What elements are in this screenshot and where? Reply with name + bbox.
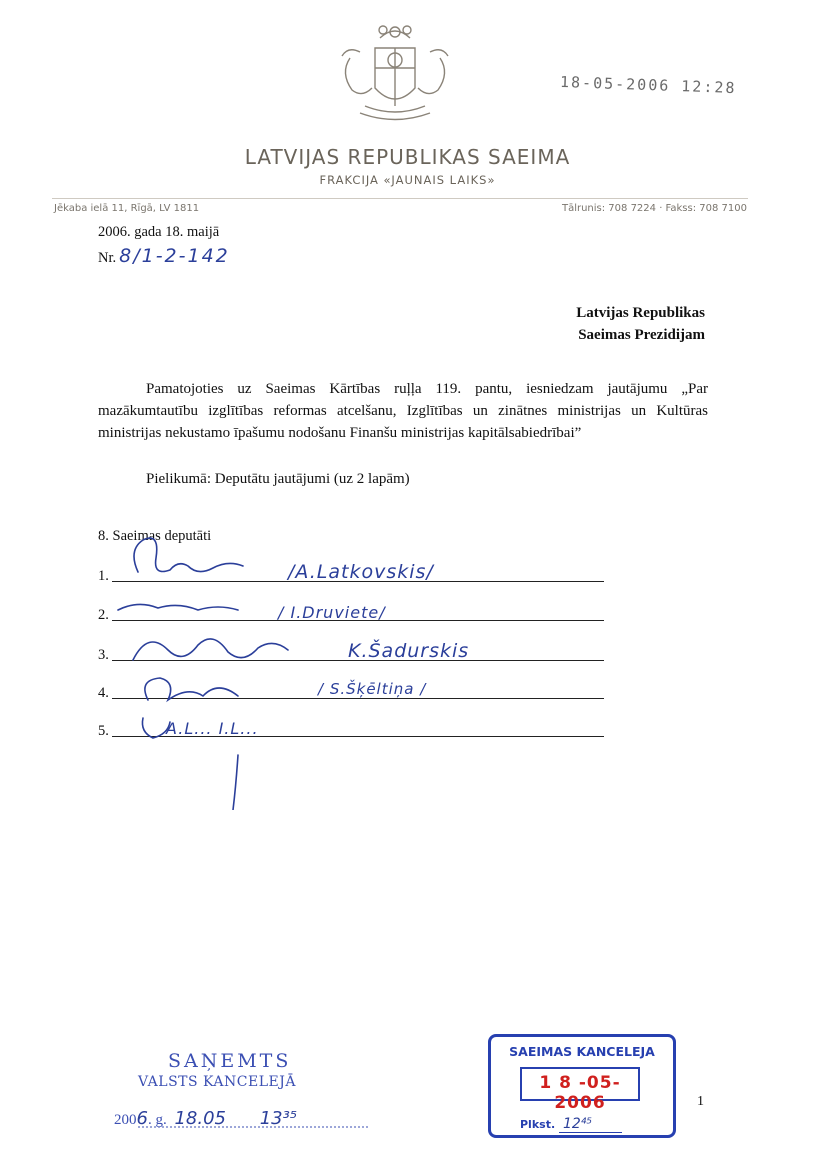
- address: Jēkaba ielā 11, Rīgā, LV 1811: [54, 203, 200, 214]
- received-time-stamp: 18-05-2006 12:28: [559, 72, 737, 98]
- handwritten-signatures: [98, 510, 618, 810]
- signature-name: A.L... I.L...: [166, 719, 259, 738]
- kanceleja-stamp-date: 1 8 -05- 2006: [539, 1073, 621, 1113]
- institution-title: LATVIJAS REPUBLIKAS SAEIMA: [244, 145, 571, 169]
- deputies-heading: 8. Saeimas deputāti: [98, 528, 212, 544]
- received-stamp-title: SAŅEMTS: [168, 1050, 292, 1072]
- nr-label: Nr.: [98, 250, 117, 266]
- nr-handwritten-value: 8/1-2-142: [119, 245, 230, 267]
- year-digit: 6: [136, 1108, 148, 1129]
- letterhead-divider: [52, 198, 748, 199]
- coat-of-arms: [320, 18, 470, 128]
- attachment-note: Pielikumā: Deputātu jautājumi (uz 2 lapām): [146, 471, 410, 487]
- document-number: [98, 245, 230, 267]
- addressee-line-1: Latvijas Republikas: [576, 305, 705, 321]
- signature-number: 3.: [98, 647, 109, 663]
- signature-name: / S.Šķēltiņa /: [318, 680, 427, 698]
- letter-body: Pamatojoties uz Saeimas Kārtības ruļļa 119. pantu, iesniedzam jautājumu „Par mazākumtautību izglītības reformas atcelšanu, Izglītības un zinātnes ministrijas un Kultūras ministrijas nekustamo īpašumu nodošanu Finanšu ministrijas kapitālsabiedrībai”: [98, 381, 708, 441]
- time-handwritten: 12⁴⁵: [559, 1116, 622, 1133]
- page-number: 1: [697, 1094, 704, 1109]
- contacts: Tālrunis: 708 7224 · Fakss: 708 7100: [561, 203, 747, 214]
- time-label: Plkst.: [520, 1118, 556, 1131]
- addressee: [576, 302, 705, 346]
- signature-name: / I.Druviete/: [278, 603, 386, 622]
- year-prefix: 200: [114, 1112, 137, 1128]
- fraction-name: FRAKCIJA «JAUNAIS LAIKS»: [319, 173, 496, 187]
- received-stamp-underline: [138, 1122, 368, 1132]
- addressee-line-2: Saeimas Prezidijam: [578, 327, 705, 343]
- kanceleja-stamp-time: [520, 1116, 622, 1132]
- signature-number: 1.: [98, 568, 109, 584]
- received-date-handwritten: 18.05: [174, 1108, 226, 1129]
- signature-number: 2.: [98, 607, 109, 623]
- received-time-handwritten: 13³⁵: [259, 1108, 298, 1129]
- kanceleja-stamp-title: SAEIMAS KANCELEJA: [509, 1044, 655, 1059]
- signature-number: 4.: [98, 685, 109, 701]
- g-label: . g.: [147, 1112, 167, 1128]
- signature-number: 5.: [98, 723, 109, 739]
- document-date: 2006. gada 18. maijā: [98, 224, 220, 240]
- signature-name: /A.Latkovskis/: [288, 561, 434, 583]
- signature-name: K.Šadurskis: [348, 640, 470, 662]
- received-stamp-subtitle: VALSTS KANCELEJĀ: [138, 1074, 296, 1090]
